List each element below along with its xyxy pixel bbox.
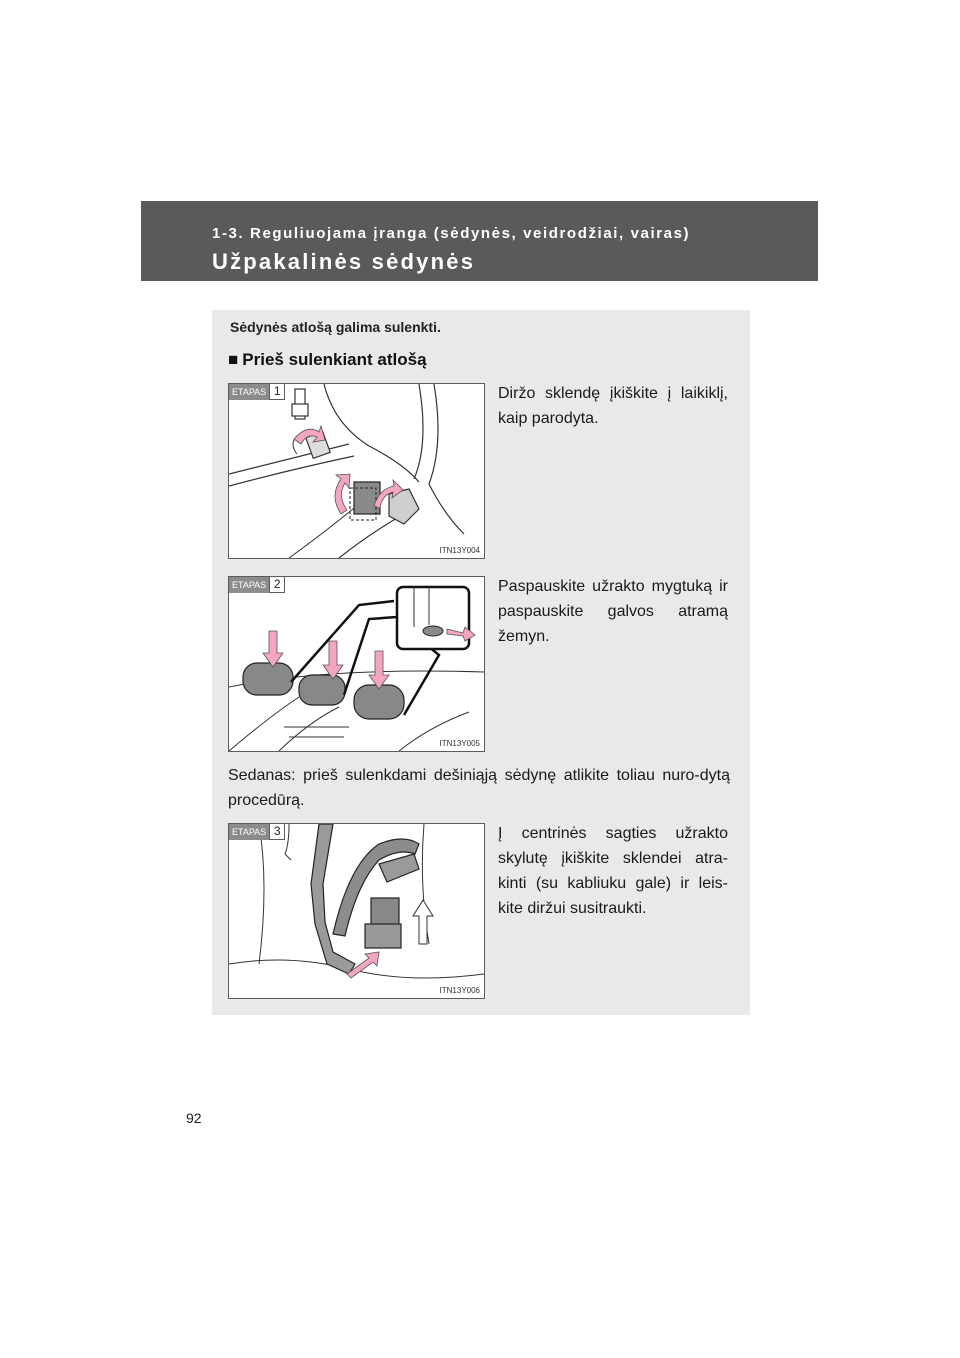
step-number: 3 [269,824,285,840]
step-3-tag [229,824,285,840]
page-title: Užpakalinės sėdynės [212,249,476,274]
step-number: 1 [269,384,285,400]
section-header-band [141,201,818,281]
sedan-note: Sedanas: prieš sulenkdami dešiniąją sėdynę atlikite toliau nuro-dytą procedūrą. [228,767,730,809]
step-1-illustration [229,384,484,558]
step-3-illustration [229,824,484,998]
subheading [228,350,427,370]
step-label: ETAPAS [229,824,269,840]
step-3-figure [228,823,485,999]
step-1-tag [229,384,285,400]
section-title: 1-3. Reguliuojama įranga (sėdynės, veidrodžiai, vairas) [212,225,691,242]
figure-code: ITN13Y005 [439,739,480,748]
step-2-figure [228,576,485,752]
subheading-text: Prieš sulenkiant atlošą [242,350,427,369]
step-3-text: Į centrinės sagties užrakto skylutę įkiškite sklendei atra-kinti (su kabliuku gale) ir leis-kite diržui susitraukti. [498,825,728,917]
step-2-text: Paspauskite užrakto mygtuką ir paspauskite galvos atramą žemyn. [498,578,728,645]
content-panel [212,310,750,1015]
step-label: ETAPAS [229,577,269,593]
step-1-text: Diržo sklendę įkiškite į laikiklį, kaip parodyta. [498,385,728,427]
step-2-tag [229,577,285,593]
figure-code: ITN13Y006 [439,986,480,995]
step-label: ETAPAS [229,384,269,400]
figure-code: ITN13Y004 [439,546,480,555]
page-number: 92 [186,1110,202,1126]
intro-text: Sėdynės atlošą galima sulenkti. [230,319,441,335]
step-2-illustration [229,577,484,751]
step-number: 2 [269,577,285,593]
step-1-figure [228,383,485,559]
subheading-marker-icon: ■ [228,350,239,369]
